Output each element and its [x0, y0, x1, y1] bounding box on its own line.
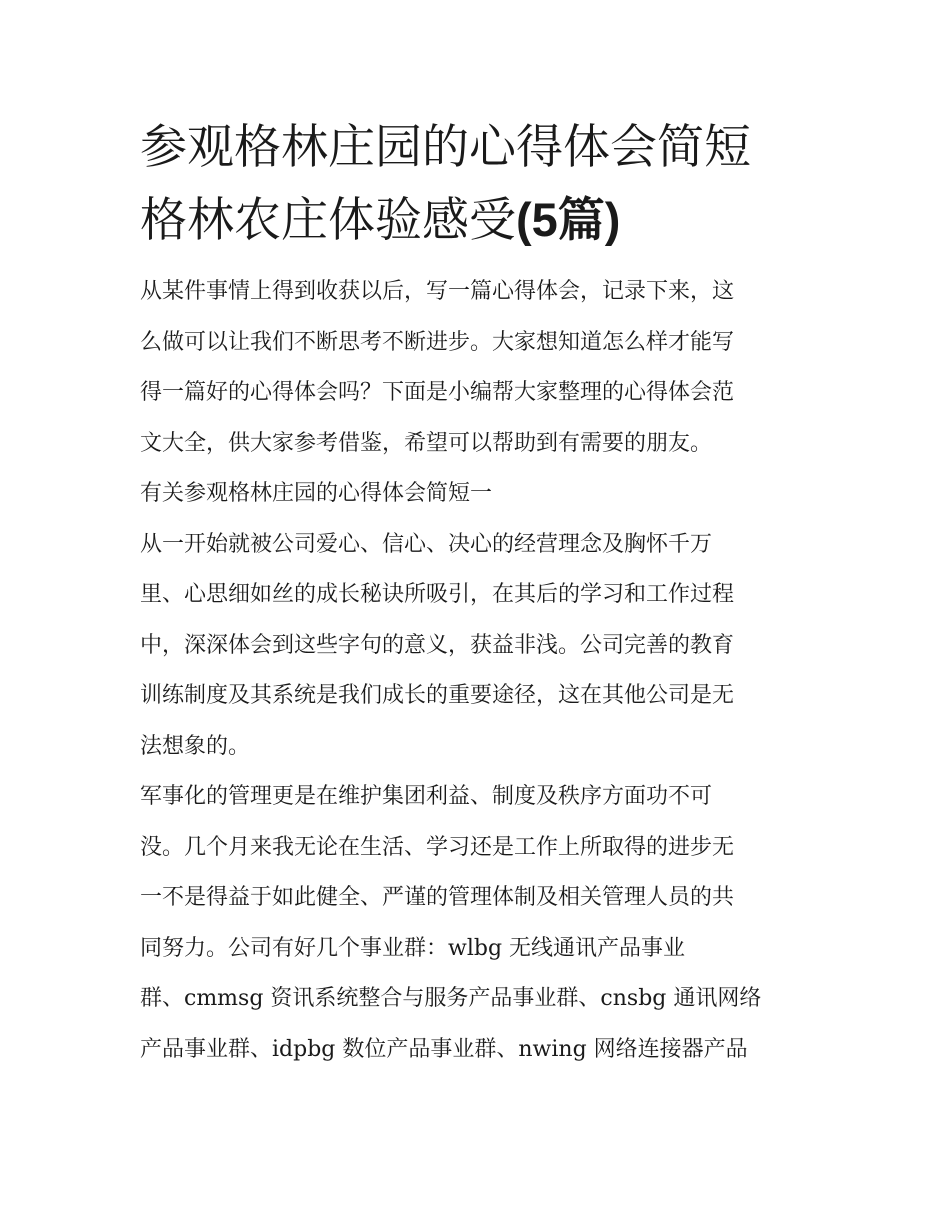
- intro-paragraph: [140, 267, 812, 469]
- intro-line: 从某件事情上得到收获以后，写一篇心得体会，记录下来，这: [140, 279, 735, 304]
- title-line-2-text: 格林农庄体验感受: [140, 193, 516, 248]
- document-title: [140, 112, 812, 257]
- document-body: [140, 112, 812, 1075]
- paragraph-line: 群、cmmsg 资讯系统整合与服务产品事业群、cnsbg 通讯网络: [140, 986, 762, 1011]
- intro-line: 么做可以让我们不断思考不断进步。大家想知道怎么样才能写: [140, 329, 735, 355]
- paragraph-line: 训练制度及其系统是我们成长的重要途径，这在其他公司是无: [140, 683, 735, 708]
- title-line-1: 参观格林庄园的心得体会简短: [140, 120, 751, 175]
- section-heading: 有关参观格林庄园的心得体会简短一: [140, 481, 493, 506]
- paragraph-line: 没。几个月来我无论在生活、学习还是工作上所取得的进步无: [140, 834, 735, 860]
- paragraph-2: [140, 772, 812, 1075]
- intro-line: 文大全，供大家参考借鉴，希望可以帮助到有需要的朋友。: [140, 430, 713, 456]
- paragraph-line: 军事化的管理更是在维护集团利益、制度及秩序方面功不可: [140, 784, 713, 809]
- paragraph-line: 产品事业群、idpbg 数位产品事业群、nwing 网络连接器产品: [140, 1036, 748, 1062]
- paragraph-line: 同努力。公司有好几个事业群：wlbg 无线通讯产品事业: [140, 935, 686, 961]
- title-line-2: [140, 184, 812, 257]
- paragraph-line: 法想象的。: [140, 733, 251, 759]
- paragraph-line: 里、心思细如丝的成长秘诀所吸引，在其后的学习和工作过程: [140, 582, 735, 607]
- paragraph-line: 中，深深体会到这些字句的意义，获益非浅。公司完善的教育: [140, 632, 735, 658]
- paragraph-line: 一不是得益于如此健全、严谨的管理体制及相关管理人员的共: [140, 885, 735, 910]
- intro-line: 得一篇好的心得体会吗？下面是小编帮大家整理的心得体会范: [140, 380, 735, 405]
- paragraph-1: [140, 520, 812, 773]
- paragraph-line: 从一开始就被公司爱心、信心、决心的经营理念及胸怀千万: [140, 531, 713, 557]
- title-count: (5篇): [516, 193, 621, 246]
